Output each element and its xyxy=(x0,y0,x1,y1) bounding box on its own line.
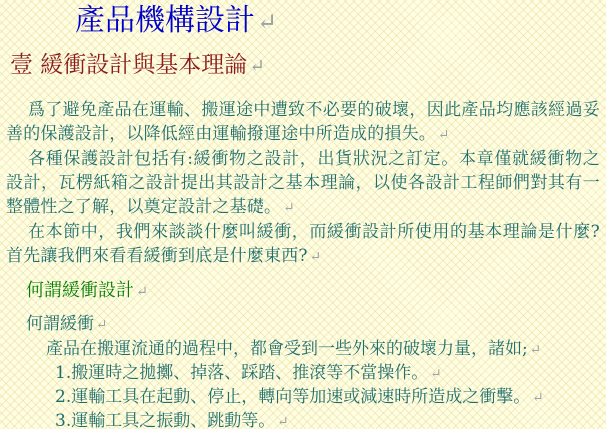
paragraph-3 xyxy=(6,220,600,269)
paragraph-2 xyxy=(6,147,600,220)
paragraph-mark-icon: ↵ xyxy=(438,127,450,143)
document-page xyxy=(0,3,606,429)
section-heading-row xyxy=(10,50,600,82)
sub-sub-heading: 何謂緩衝 xyxy=(26,314,94,334)
paragraph-3-text: 在本節中，我們來談談什麼叫緩衝，而緩衝設計所使用的基本理論是什麼?首先讓我們來看看緩衝到底是什麼東西? xyxy=(6,222,600,266)
sub-sub-heading-row xyxy=(26,312,600,337)
sub-heading-row xyxy=(26,279,600,304)
paragraph-mark-icon: ↵ xyxy=(430,366,442,382)
paragraph-mark-icon: ↵ xyxy=(96,317,108,333)
page-title-row xyxy=(75,3,600,40)
paragraph-1-text: 爲了避免產品在運輸、搬運途中遭致不必要的破壞，因此產品均應該經過妥善的保護設計，以降低經由運輸撥運途中所造成的損失。 xyxy=(6,100,600,144)
paragraph-2-text: 各種保護設計包括有:緩衝物之設計，出貨狀況之訂定。本章僅就緩衝物之設計，瓦楞紙箱之設計提出其設計之基本理論，以使各設計工程師們對其有一整體性之了解，以奠定設計之基礎。 xyxy=(6,149,600,217)
list-item-2 xyxy=(55,386,600,410)
paragraph-mark-icon: ↵ xyxy=(529,342,542,358)
list-item-1 xyxy=(55,362,600,386)
section-heading: 壹 緩衝設計與基本理論 xyxy=(10,52,248,78)
list-intro-line xyxy=(46,337,600,362)
paragraph-1 xyxy=(6,98,600,147)
paragraph-mark-icon: ↵ xyxy=(283,200,295,216)
paragraph-mark-icon: ↵ xyxy=(309,249,322,265)
paragraph-mark-icon: ↵ xyxy=(277,414,289,429)
paragraph-mark-icon: ↵ xyxy=(532,390,544,406)
list-intro-text: 產品在搬運流通的過程中，都會受到一些外來的破壞力量，諸如; xyxy=(46,339,528,359)
list-item-3-text: 3.運輸工具之振動、跳動等。 xyxy=(55,411,276,429)
page-title: 產品機構設計 xyxy=(75,3,255,38)
list-item-1-text: 1.搬運時之拋擲、掉落、踩踏、推滾等不當操作。 xyxy=(55,363,429,383)
list-item-3 xyxy=(55,410,600,429)
paragraph-mark-icon: ↵ xyxy=(249,56,265,77)
hazard-list xyxy=(6,362,600,429)
page xyxy=(0,3,606,429)
paragraph-mark-icon: ↵ xyxy=(136,284,149,300)
sub-heading: 何謂緩衝設計 xyxy=(26,280,134,301)
paragraph-mark-icon: ↵ xyxy=(257,8,278,36)
list-item-2-text: 2.運輸工具在起動、停止，轉向等加速或減速時所造成之衝擊。 xyxy=(55,387,531,407)
